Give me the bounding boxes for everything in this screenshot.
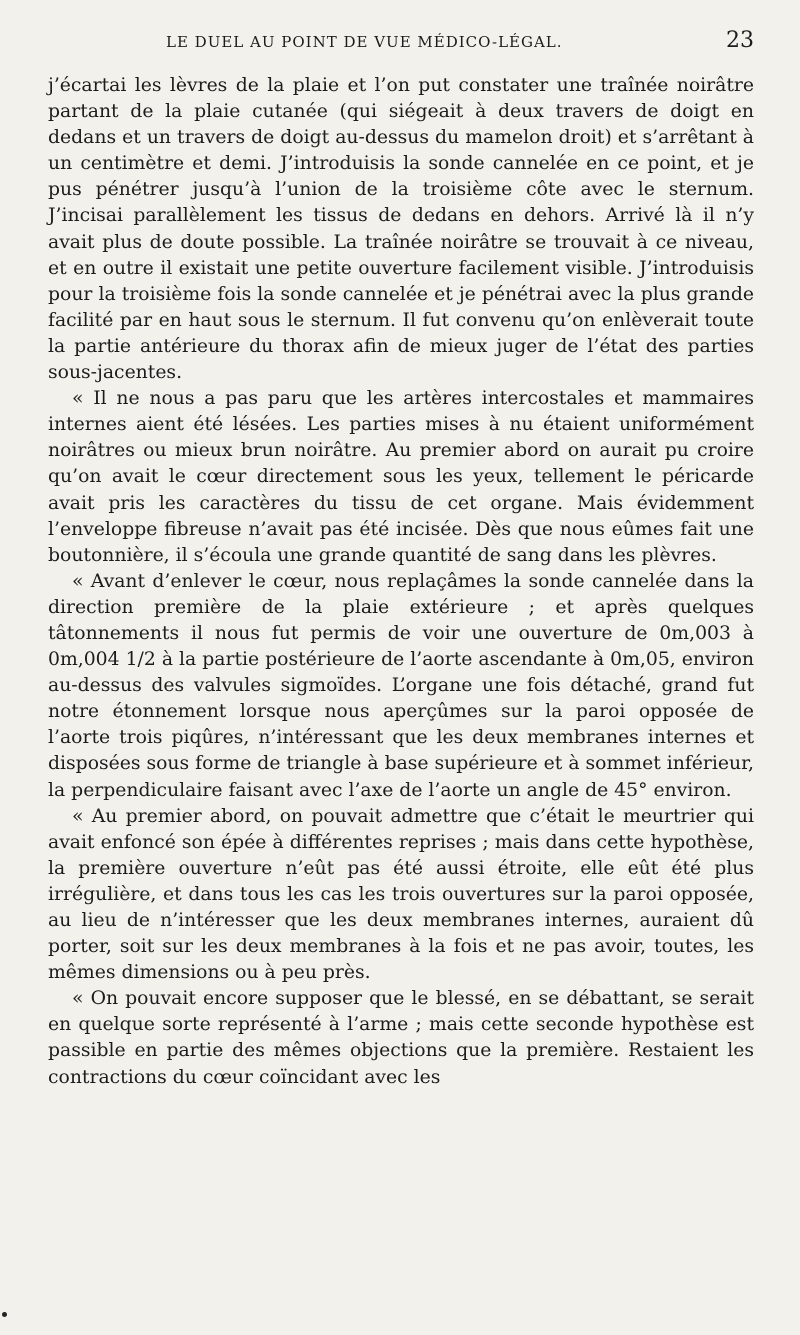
ink-speck (2, 1312, 7, 1317)
body-text (48, 73, 754, 1091)
running-title: LE DUEL AU POINT DE VUE MÉDICO-LÉGAL. (166, 33, 563, 51)
paragraph-1: j’écartai les lèvres de la plaie et l’on put constater une traînée noirâtre partant de la plaie cutanée (qui siégeait à deux travers de doigt en dedans et un travers de doigt au-dessus du mamelon droit) et s’arrêtant à un centimètre et demi. J’introduisis la sonde cannelée en ce point, et je pus pénétrer jusqu’à l’union de la troisième côte avec le sternum. J’incisai parallèlement les tissus de dedans en dehors. Arrivé là il n’y avait plus de doute possible. La traînée noirâtre se trouvait à ce niveau, et en outre il existait une petite ouverture facilement visible. J’introduisis pour la troisième fois la sonde cannelée et je pénétrai avec la plus grande facilité par en haut sous le sternum. Il fut convenu qu’on enlèverait toute la partie antérieure du thorax afin de mieux juger de l’état des parties sous-jacentes. (48, 75, 754, 384)
paragraph-4: « Au premier abord, on pouvait admettre que c’était le meurtrier qui avait enfoncé son épée à différentes reprises ; mais dans cette hypothèse, la première ouverture n’eût pas été aussi étroite, elle eût été plus irrégulière, et dans tous les cas les trois ouvertures sur la paroi opposée, au lieu de n’intéresser que les deux membranes internes, auraient dû porter, soit sur les deux membranes à la fois et ne pas avoir, toutes, les mêmes dimensions ou à peu près. (48, 805, 754, 984)
paragraph-2: « Il ne nous a pas paru que les artères intercostales et mammaires internes aient été lésées. Les parties mises à nu étaient uniformément noirâtres ou mieux brun noirâtre. Au premier abord on aurait pu croire qu’on avait le cœur directement sous les yeux, tellement le péricarde avait pris les caractères du tissu de cet organe. Mais évidemment l’enveloppe fibreuse n’avait pas été incisée. Dès que nous eûmes fait une boutonnière, il s’écoula une grande quantité de sang dans les plèvres. (48, 388, 754, 566)
page-number: 23 (726, 28, 754, 53)
running-header (48, 28, 754, 64)
paragraph-5: « On pouvait encore supposer que le blessé, en se débattant, se serait en quelque sorte représenté à l’arme ; mais cette seconde hypothèse est passible en partie des mêmes objections que la première. Restaient les contractions du cœur coïncidant avec les (48, 988, 754, 1088)
book-page (48, 28, 754, 1091)
paragraph-3: « Avant d’enlever le cœur, nous replaçâmes la sonde cannelée dans la direction première de la plaie extérieure ; et après quelques tâtonnements il nous fut permis de voir une ouverture de 0m,003 à 0m,004 1/2 à la partie postérieure de l’aorte ascendante à 0m,05, environ au-dessus des valvules sigmoïdes. L’organe une fois détaché, grand fut notre étonnement lorsque nous aperçûmes sur la paroi opposée de l’aorte trois piqûres, n’intéressant que les deux membranes internes et disposées sous forme de triangle à base supérieure et à sommet inférieur, la perpendiculaire faisant avec l’axe de l’aorte un angle de 45° environ. (48, 570, 754, 801)
